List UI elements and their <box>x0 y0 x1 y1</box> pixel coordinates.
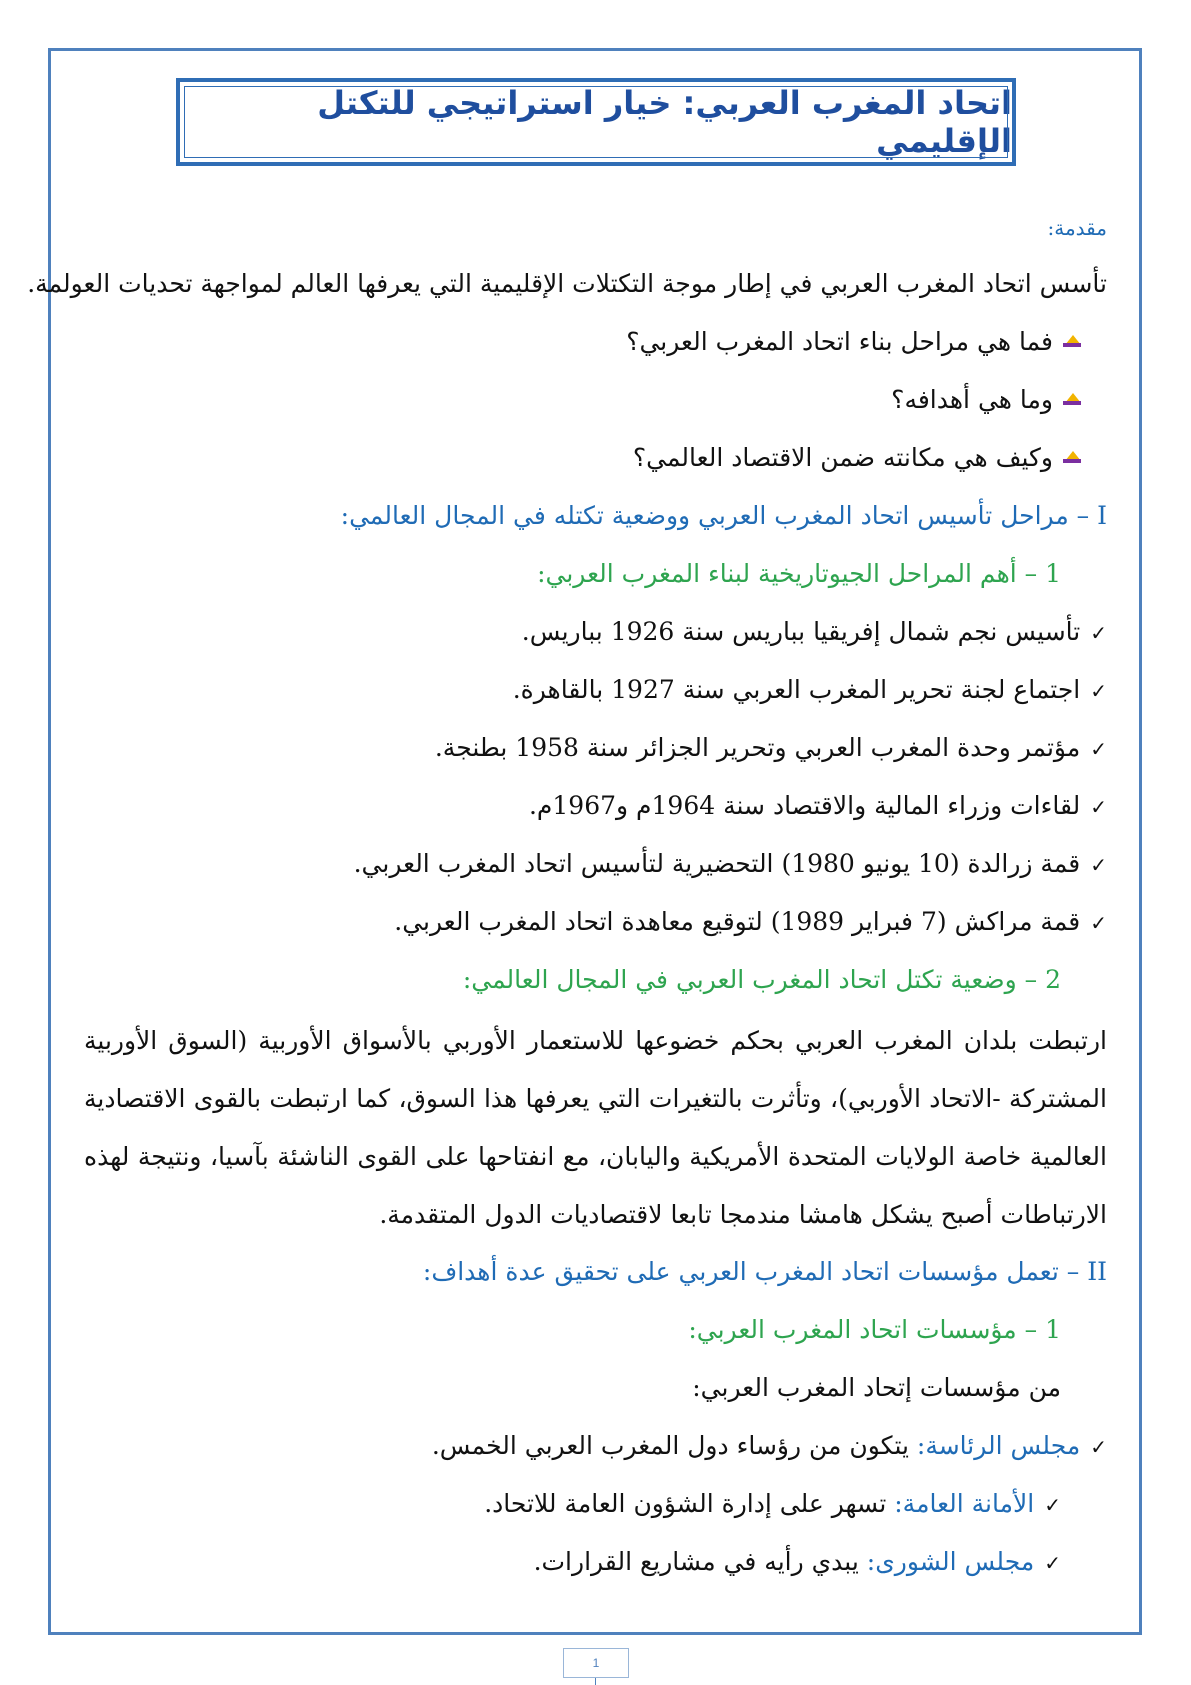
intro-text: تأسس اتحاد المغرب العربي في إطار موجة التكتلات الإقليمية التي يعرفها العالم لمواجهة تحديات العولمة. <box>27 269 1107 298</box>
list-item: ✓لقاءات وزراء المالية والاقتصاد سنة 1964م و1967م. <box>529 786 1107 827</box>
check-icon: ✓ <box>1090 853 1107 877</box>
list-item: ✓اجتماع لجنة تحرير المغرب العربي سنة 1927 بالقاهرة. <box>513 670 1107 711</box>
question-item: فما هي مراحل بناء اتحاد المغرب العربي؟ <box>626 322 1081 362</box>
check-icon: ✓ <box>1090 737 1107 761</box>
section1-sub1-heading: 1 – أهم المراحل الجيوتاريخية لبناء المغرب العربي: <box>537 559 1061 588</box>
check-icon: ✓ <box>1044 1493 1061 1517</box>
page-number-tick <box>595 1678 596 1685</box>
list-item: ✓قمة زرالدة (10 يونيو 1980) التحضيرية لتأسيس اتحاد المغرب العربي. <box>354 844 1107 885</box>
section2-sub1-heading: 1 – مؤسسات اتحاد المغرب العربي: <box>688 1315 1061 1344</box>
arrow-bullet-icon <box>1063 335 1081 353</box>
list-item: ✓مؤتمر وحدة المغرب العربي وتحرير الجزائر سنة 1958 بطنجة. <box>435 728 1107 769</box>
institution-item: ✓مجلس الشورى: يبدي رأيه في مشاريع القرارات. <box>534 1542 1061 1583</box>
list-item: ✓قمة مراكش (7 فبراير 1989) لتوقيع معاهدة اتحاد المغرب العربي. <box>394 902 1107 943</box>
title-box <box>176 78 1016 166</box>
question-item: وكيف هي مكانته ضمن الاقتصاد العالمي؟ <box>633 438 1081 478</box>
list-item: ✓تأسيس نجم شمال إفريقيا بباريس سنة 1926 بباريس. <box>522 612 1107 653</box>
section2-lead: من مؤسسات إتحاد المغرب العربي: <box>692 1373 1061 1402</box>
section2-heading: II – تعمل مؤسسات اتحاد المغرب العربي على تحقيق عدة أهداف: <box>422 1257 1107 1286</box>
check-icon: ✓ <box>1090 679 1107 703</box>
check-icon: ✓ <box>1090 795 1107 819</box>
section1-heading: I – مراحل تأسيس اتحاد المغرب العربي ووضعية تكتله في المجال العالمي: <box>340 501 1107 530</box>
institution-item: ✓الأمانة العامة: تسهر على إدارة الشؤون العامة للاتحاد. <box>484 1484 1061 1525</box>
section1-sub2-heading: 2 – وضعية تكتل اتحاد المغرب العربي في المجال العالمي: <box>462 965 1061 994</box>
section1-sub2-paragraph: ارتبطت بلدان المغرب العربي بحكم خضوعها للاستعمار الأوربي بالأسواق الأوربية (السوق الأوربية المشتركة -الاتحاد الأوربي)، وتأثرت بالتغيرات التي يعرفها هذا السوق، كما ارتبطت بالقوى الاقتصادية العالمية خاصة الولايات المتحدة الأمريكية واليابان، مع انفتاحها على القوى الناشئة بآسيا، ونتيجة لهذه الارتباطات أصبح يشكل هامشا مندمجا تابعا لاقتصاديات الدول المتقدمة. <box>84 1026 1107 1229</box>
intro-heading: مقدمة: <box>1047 216 1107 240</box>
arrow-bullet-icon <box>1063 393 1081 411</box>
page-number: 1 <box>563 1648 629 1678</box>
check-icon: ✓ <box>1090 911 1107 935</box>
arrow-bullet-icon <box>1063 451 1081 469</box>
check-icon: ✓ <box>1090 621 1107 645</box>
institution-item: ✓مجلس الرئاسة: يتكون من رؤساء دول المغرب العربي الخمس. <box>432 1426 1107 1467</box>
check-icon: ✓ <box>1044 1551 1061 1575</box>
page-title: اتحاد المغرب العربي: خيار استراتيجي للتكتل الإقليمي <box>317 84 1012 160</box>
question-item: وما هي أهدافه؟ <box>891 380 1081 420</box>
check-icon: ✓ <box>1090 1435 1107 1459</box>
